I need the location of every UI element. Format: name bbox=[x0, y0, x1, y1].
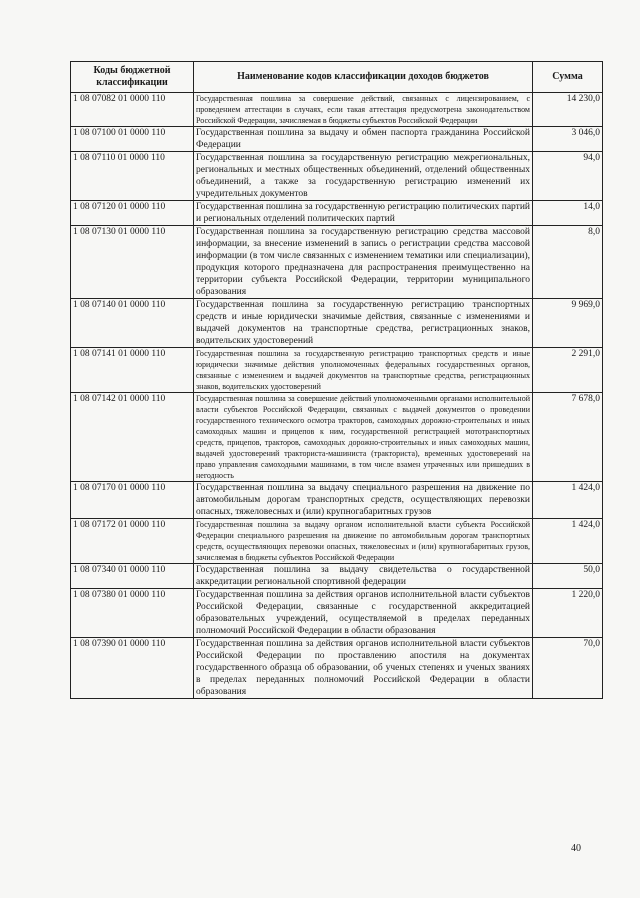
table-row bbox=[71, 564, 603, 589]
income-name-cell: Государственная пошлина за государственную регистрацию транспортных средств и иные юридически значимые действия, связанные с изменениями и выдачей документов на транспортные средства, регистрационных знаков, водительских удостоверений bbox=[194, 299, 533, 348]
amount-cell: 94,0 bbox=[533, 152, 603, 201]
budget-code-cell: 1 08 07380 01 0000 110 bbox=[71, 589, 194, 638]
amount-cell: 1 220,0 bbox=[533, 589, 603, 638]
budget-code-cell: 1 08 07142 01 0000 110 bbox=[71, 393, 194, 482]
income-name-cell: Государственная пошлина за совершение действий уполномоченными органами исполнительной власти субъектов Российской Федерации, связанных с выдачей документов о проведении государственного технического осмотра тракторов, самоходных дорожно-строительных и иных самоходных машин и прицепов к ним, государственной регистрацией мототранспортных средств, прицепов, тракторов, самоходных дорожно-строительных и иных самоходных машин, выдачей удостоверений тракториста-машиниста (тракториста), временных удостоверений на право управления самоходными машинами, в том числе взамен утраченных или пришедших в негодность bbox=[194, 393, 533, 482]
budget-code-cell: 1 08 07100 01 0000 110 bbox=[71, 127, 194, 152]
income-name-cell: Государственная пошлина за выдачу свидетельства о государственной аккредитации региональной спортивной федерации bbox=[194, 564, 533, 589]
budget-code-cell: 1 08 07390 01 0000 110 bbox=[71, 638, 194, 699]
table-row bbox=[71, 152, 603, 201]
amount-cell: 3 046,0 bbox=[533, 127, 603, 152]
amount-cell: 7 678,0 bbox=[533, 393, 603, 482]
amount-cell: 9 969,0 bbox=[533, 299, 603, 348]
budget-code-cell: 1 08 07141 01 0000 110 bbox=[71, 348, 194, 393]
amount-cell: 70,0 bbox=[533, 638, 603, 699]
table-row bbox=[71, 93, 603, 127]
table-row bbox=[71, 482, 603, 519]
table-header-row bbox=[71, 62, 603, 93]
table-row bbox=[71, 638, 603, 699]
budget-code-cell: 1 08 07140 01 0000 110 bbox=[71, 299, 194, 348]
budget-code-cell: 1 08 07110 01 0000 110 bbox=[71, 152, 194, 201]
income-name-cell: Государственная пошлина за выдачу и обмен паспорта гражданина Российской Федерации bbox=[194, 127, 533, 152]
budget-code-cell: 1 08 07120 01 0000 110 bbox=[71, 201, 194, 226]
table-row bbox=[71, 589, 603, 638]
income-name-cell: Государственная пошлина за действия органов исполнительной власти субъектов Российской Федерации по проставлению апостиля на документах государственного образца об образовании, об ученых степенях и ученых званиях в пределах переданных полномочий Российской Федерации в области образования bbox=[194, 638, 533, 699]
amount-cell: 50,0 bbox=[533, 564, 603, 589]
income-name-cell: Государственная пошлина за выдачу органом исполнительной власти субъекта Российской Федерации специального разрешения на движение по автомобильным дорогам транспортных средств, осуществляющих перевозки опасных, тяжеловесных и (или) крупногабаритных грузов, зачисляемая в бюджеты субъектов Российской Федерации bbox=[194, 519, 533, 564]
table-row bbox=[71, 299, 603, 348]
table-row bbox=[71, 127, 603, 152]
income-name-cell: Государственная пошлина за действия органов исполнительной власти субъектов Российской Федерации, связанные с государственной аккредитацией образовательных учреждений, осуществляемой в пределах переданных полномочий Российской Федерации в области образования bbox=[194, 589, 533, 638]
amount-cell: 8,0 bbox=[533, 226, 603, 299]
header-name: Наименование кодов классификации доходов бюджетов bbox=[194, 62, 533, 93]
amount-cell: 1 424,0 bbox=[533, 519, 603, 564]
amount-cell: 14 230,0 bbox=[533, 93, 603, 127]
budget-code-cell: 1 08 07082 01 0000 110 bbox=[71, 93, 194, 127]
table-row bbox=[71, 393, 603, 482]
budget-income-table bbox=[70, 61, 603, 699]
table-row bbox=[71, 226, 603, 299]
income-name-cell: Государственная пошлина за государственную регистрацию межрегиональных, региональных и местных общественных объединений, отделений общественных объединений, а также за государственную регистрацию изменений их учредительных документов bbox=[194, 152, 533, 201]
budget-code-cell: 1 08 07170 01 0000 110 bbox=[71, 482, 194, 519]
income-name-cell: Государственная пошлина за государственную регистрацию транспортных средств и иные юридически значимые действия уполномоченных федеральных государственных органов, связанные с изменением и выдачей документов на транспортные средства, регистрационных знаков, водительских удостоверений bbox=[194, 348, 533, 393]
page-number: 40 bbox=[571, 843, 581, 854]
amount-cell: 2 291,0 bbox=[533, 348, 603, 393]
amount-cell: 1 424,0 bbox=[533, 482, 603, 519]
header-sum: Сумма bbox=[533, 62, 603, 93]
budget-code-cell: 1 08 07340 01 0000 110 bbox=[71, 564, 194, 589]
income-name-cell: Государственная пошлина за выдачу специального разрешения на движение по автомобильным дорогам транспортных средств, осуществляющих перевозки опасных, тяжеловесных и (или) крупногабаритных грузов bbox=[194, 482, 533, 519]
budget-code-cell: 1 08 07172 01 0000 110 bbox=[71, 519, 194, 564]
amount-cell: 14,0 bbox=[533, 201, 603, 226]
header-code: Коды бюджетной классификации bbox=[71, 62, 194, 93]
table-row bbox=[71, 519, 603, 564]
table-row bbox=[71, 348, 603, 393]
income-name-cell: Государственная пошлина за государственную регистрацию средства массовой информации, за внесение изменений в запись о регистрации средства массовой информации (в том числе связанных с изменением тематики или специализации), продукция которого предназначена для распространения преимущественно на территории субъекта Российской Федерации, территории муниципального образования bbox=[194, 226, 533, 299]
income-name-cell: Государственная пошлина за совершение действий, связанных с лицензированием, с проведением аттестации в случаях, если такая аттестация предусмотрена законодательством Российской Федерации, зачисляемая в бюджеты субъектов Российской Федерации bbox=[194, 93, 533, 127]
budget-code-cell: 1 08 07130 01 0000 110 bbox=[71, 226, 194, 299]
table-row bbox=[71, 201, 603, 226]
income-name-cell: Государственная пошлина за государственную регистрацию политических партий и региональных отделений политических партий bbox=[194, 201, 533, 226]
